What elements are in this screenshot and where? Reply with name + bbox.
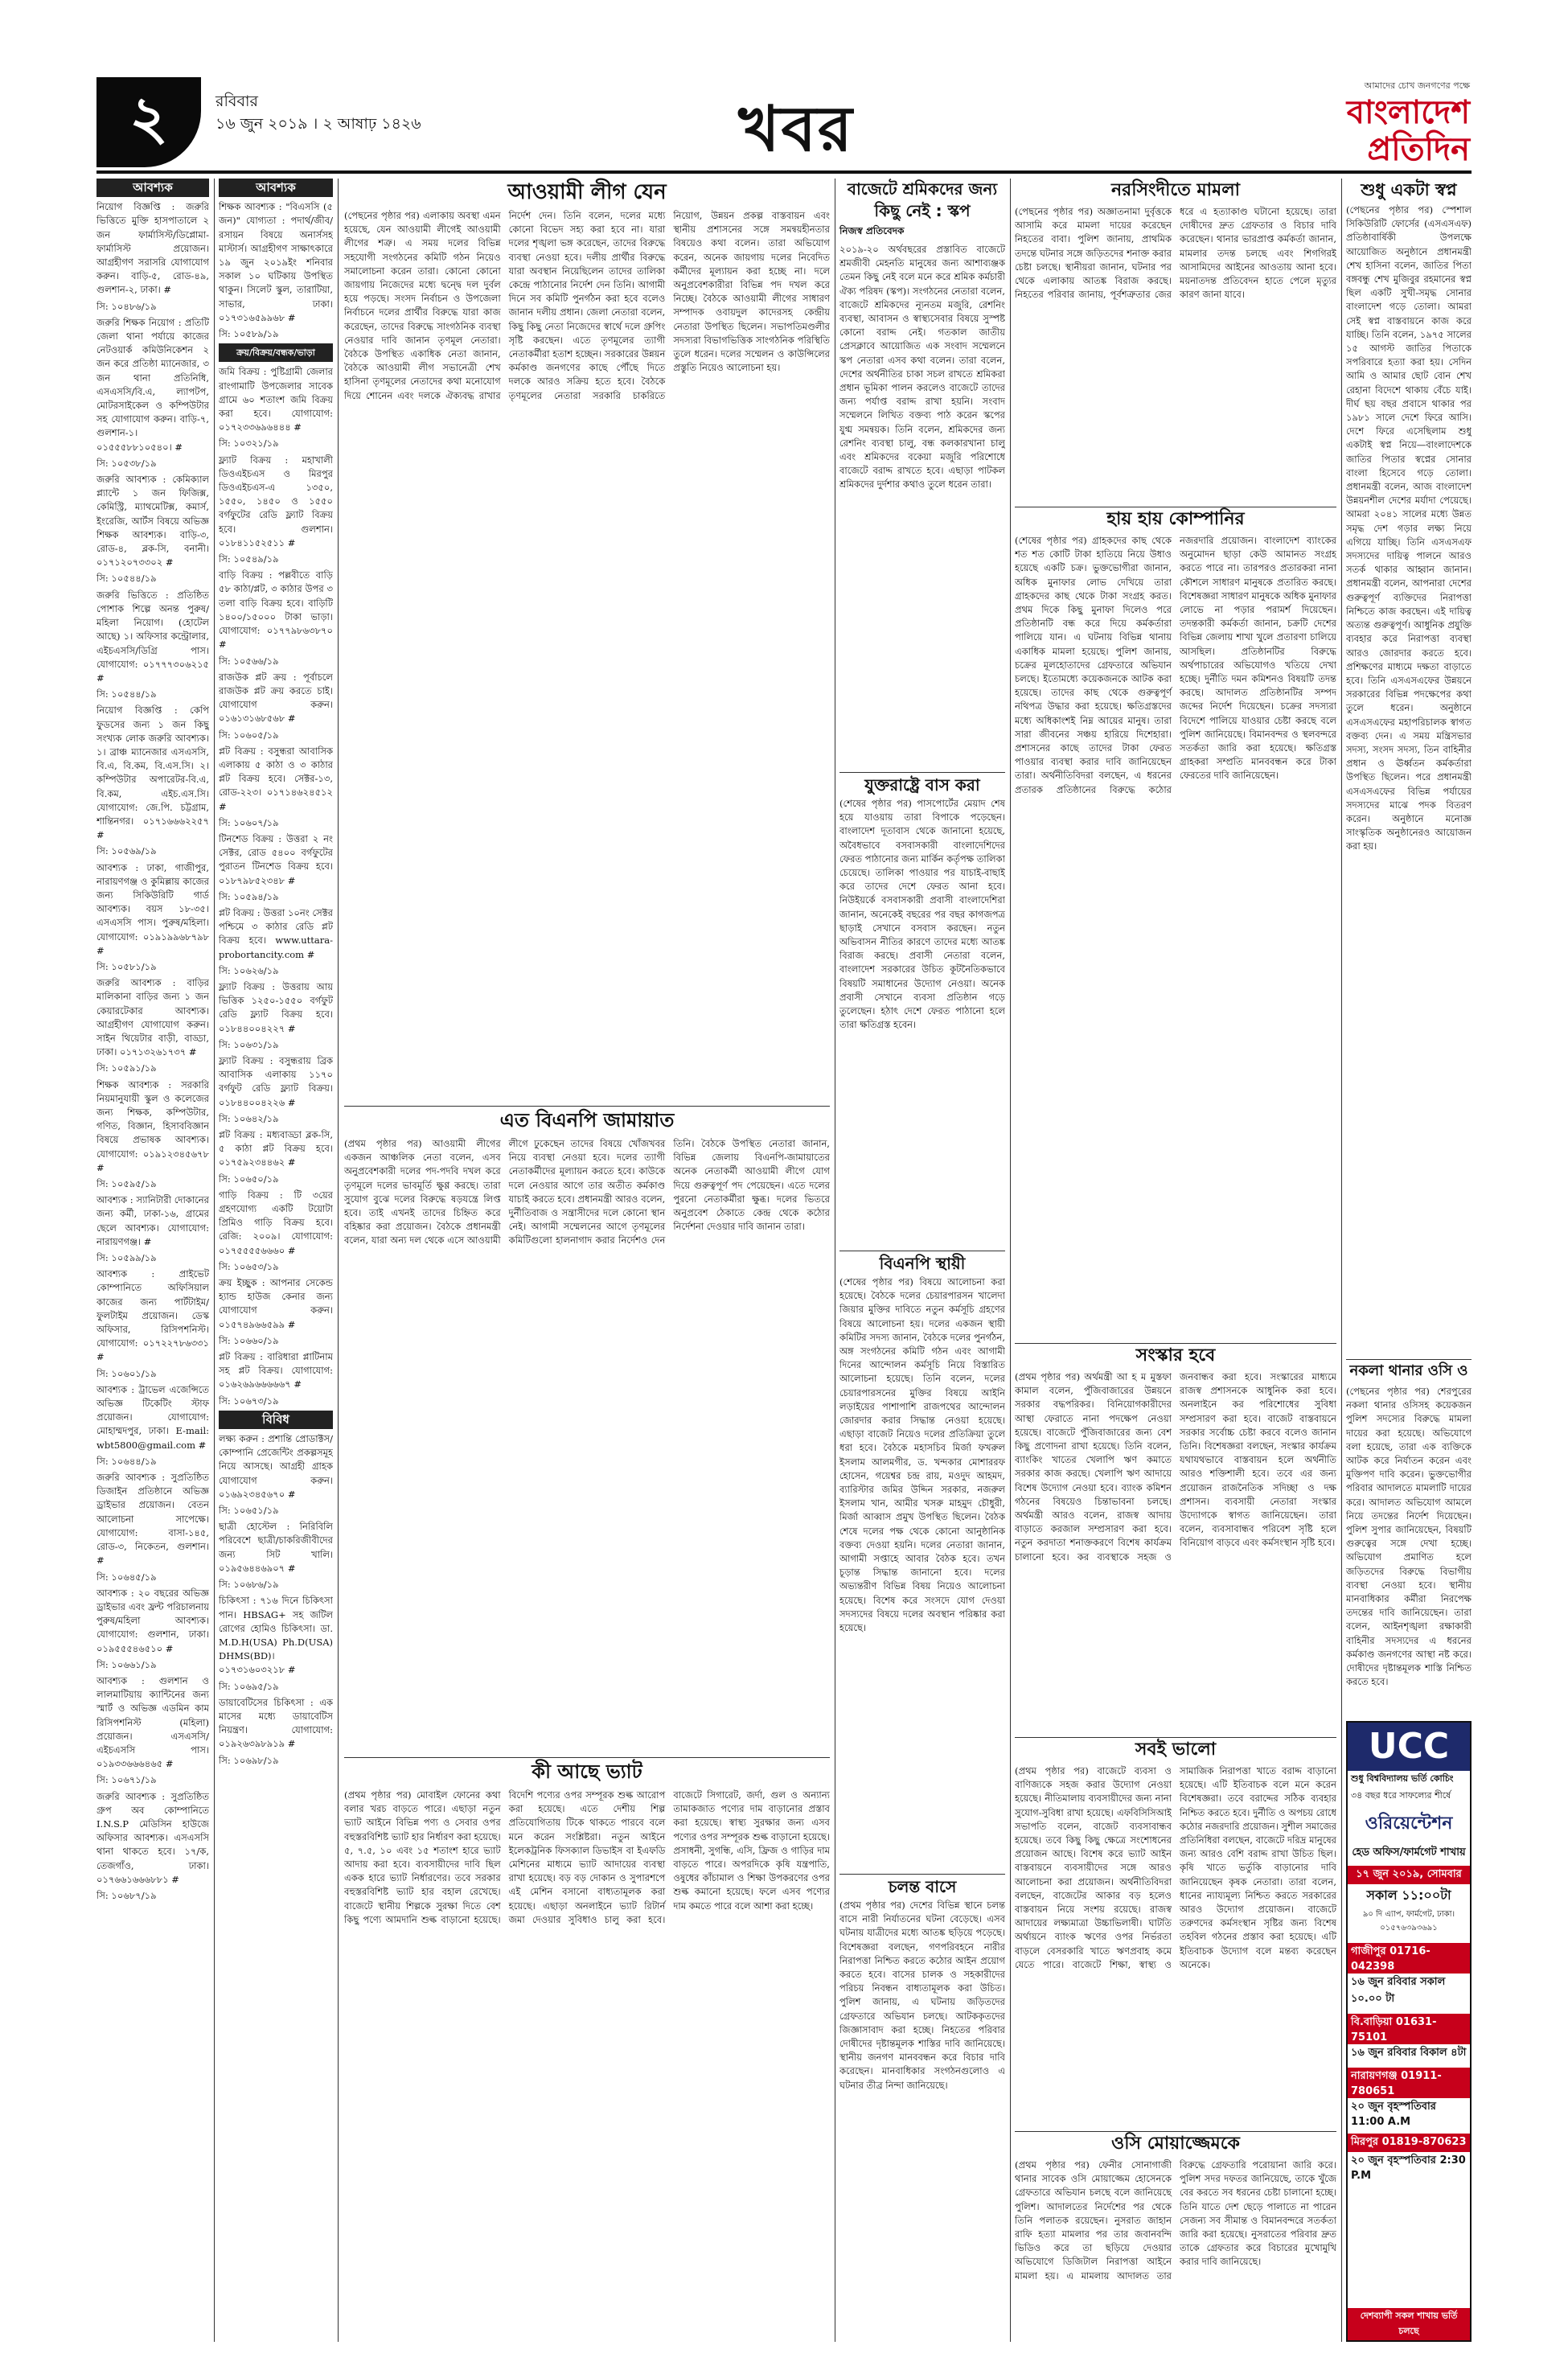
article-body: (পেছনের পৃষ্ঠার পর) এলাকায় অবস্থা এমন হয়েছে, যেন আওয়ামী লীগেই আওয়ামী লীগের শত্রু। এ সময় দলের বিভিন্ন সহযোগী সংগঠনের কমিটি গঠন নিয়েও সমালোচনা করেন তারা। কোনো কোনো জায়গায় নিজেদের মধ্যে দ্বন্দ্বে দল দুর্বল হয়ে পড়ছে। সংসদ নির্বাচন ও উপজেলা নির্বাচনে দলের প্রার্থীর বিরুদ্ধে যারা কাজ করেছেন, তাদের বিরুদ্ধে সাংগঠনিক ব্যবস্থা নেওয়ার দাবি জানান তৃণমূল নেতারা। বৈঠকে উপস্থিত একাধিক নেতা জানান, বৈঠকে আওয়ামী লীগ সভানেত্রী শেখ হাসিনা তৃণমূলের নেতাদের কথা মনোযোগ দিয়ে শোনেন এবং দলকে ঐক্যবদ্ধ রাখার নির্দেশ দেন। তিনি বলেন, দলের মধ্যে কোনো বিভেদ সহ্য করা হবে না। যারা দলের শৃঙ্খলা ভঙ্গ করেছেন, তাদের বিরুদ্ধে ব্যবস্থা নেওয়া হবে। দলীয় প্রার্থীর বিরুদ্ধে যারা অবস্থান নিয়েছিলেন তাদের তালিকা কেন্দ্রে পাঠানোর নির্দেশ দেন তিনি। আগামী দিনে সব কমিটি পুনর্গঠন করা হবে বলেও জানান দলীয় প্রধান। জেলা নেতারা বলেন, কিছু কিছু নেতা নিজেদের স্বার্থে দলে গ্রুপিং সৃষ্টি করছেন। এতে তৃণমূলের ত্যাগী নেতাকর্মীরা হতাশ হচ্ছেন। সরকারের উন্নয়ন কর্মকাণ্ড জনগণের কাছে পৌঁছে দিতে দলকে আরও সক্রিয় হতে হবে। বৈঠকে তৃণমূলের নেতারা সরকারি চাকরিতে নিয়োগ, উন্নয়ন প্রকল্প বাস্তবায়ন এবং স্থানীয় প্রশাসনের সঙ্গে সমন্বয়হীনতার বিষয়েও কথা বলেন। তারা অভিযোগ করেন, অনেক জায়গায় দলের নিবেদিত কর্মীদের মূল্যায়ন করা হচ্ছে না। দলে অনুপ্রবেশকারীরা বিভিন্ন পদ দখল করে নিচ্ছে। বৈঠকে আওয়ামী লীগের সাধারণ সম্পাদক ওবায়দুল কাদেরসহ কেন্দ্রীয় নেতারা উপস্থিত ছিলেন। সভাপতিমণ্ডলীর সদস্যরা বিভাগভিত্তিক সাংগঠনিক পরিস্থিতি তুলে ধরেন। দলের সম্মেলন ও কাউন্সিলের প্রস্তুতি নিয়েও আলোচনা হয়। (344, 210, 830, 401)
ucc-footer: দেশব্যাপী সকল শাখায় ভর্তি চলছে (1348, 2308, 1470, 2340)
article-body: (প্রথম পৃষ্ঠার পর) মোবাইল ফোনের কথা বলার খরচ বাড়তে পারে। এছাড়া নতুন ভ্যাট আইনে বিভিন্ন পণ্য ও সেবার ওপর বহুস্তরবিশিষ্ট ভ্যাট হার নির্ধারণ করা হয়েছে। ৫, ৭.৫, ১০ এবং ১৫ শতাংশ হারে ভ্যাট আদায় করা হবে। ব্যবসায়ীদের দাবি ছিল একক হারে ভ্যাট নির্ধারণের। তবে সরকার বহুস্তরবিশিষ্ট ভ্যাট হার বহাল রেখেছে। বাজেটে স্থানীয় শিল্পকে সুরক্ষা দিতে বেশ কিছু পণ্যে আমদানি শুল্ক বাড়ানো হয়েছে। বিদেশি পণ্যের ওপর সম্পূরক শুল্ক আরোপ করা হয়েছে। এতে দেশীয় শিল্প প্রতিযোগিতায় টিকে থাকতে পারবে বলে মনে করেন সংশ্লিষ্টরা। নতুন আইনে ইলেকট্রনিক ফিসক্যাল ডিভাইস বা ইএফডি মেশিনের মাধ্যমে ভ্যাট আদায়ের ব্যবস্থা রাখা হয়েছে। বড় বড় দোকান ও সুপারশপে এই মেশিন বসানো বাধ্যতামূলক করা হয়েছে। এছাড়া অনলাইনে ভ্যাট রিটার্ন জমা দেওয়ার সুবিধাও চালু করা হবে। বাজেটে সিগারেট, জর্দা, গুল ও অন্যান্য তামাকজাত পণ্যের দাম বাড়ানোর প্রস্তাব করা হয়েছে। স্বাস্থ্য সুরক্ষার জন্য এসব পণ্যের ওপর সম্পূরক শুল্ক বাড়ানো হয়েছে। প্রসাধনী, সুগন্ধি, এসি, ফ্রিজ ও গাড়ির দাম বাড়তে পারে। অপরদিকে কৃষি যন্ত্রপাতি, ওষুধের কাঁচামাল ও শিক্ষা উপকরণের ওপর শুল্ক কমানো হয়েছে। ফলে এসব পণ্যের দাম কমতে পারে বলে আশা করা হচ্ছে। (344, 1789, 830, 1925)
byline: নিজস্ব প্রতিবেদক (839, 225, 905, 236)
page-number-box (96, 77, 201, 167)
article-awami (344, 179, 830, 1102)
article-reform (1015, 1343, 1336, 1732)
classified-item: সি: ১০৫৯১/১৯ (96, 1062, 157, 1074)
classified-heading-sale: ক্রয়/বিক্রয়/বন্ধক/ভাড়া (219, 343, 333, 362)
article-body: (প্রথম পৃষ্ঠার পর) আওয়ামী লীগের একজন আঞ্চলিক নেতা বলেন, এসব অনুপ্রবেশকারী দলের পদ-পদবি দখল করে তৃণমূলে দলের ভাবমূর্তি ক্ষুণ্ণ করছে। তারা সুযোগ বুঝে দলের বিরুদ্ধে ষড়যন্ত্রে লিপ্ত হবে। তাই এখনই তাদের চিহ্নিত করে বহিষ্কার করা প্রয়োজন। বৈঠকে প্রধানমন্ত্রী বলেন, যারা অন্য দল থেকে এসে আওয়ামী লীগে ঢুকেছেন তাদের বিষয়ে খোঁজখবর নিয়ে ব্যবস্থা নেওয়া হবে। দলের ত্যাগী নেতাকর্মীদের মূল্যায়ন করতে হবে। কাউকে দলে নেওয়ার আগে তার অতীত কর্মকাণ্ড যাচাই করতে হবে। প্রধানমন্ত্রী আরও বলেন, দুর্নীতিবাজ ও সন্ত্রাসীদের দলে কোনো স্থান নেই। আগামী সম্মেলনের আগে তৃণমূলের কমিটিগুলো হালনাগাদ করার নির্দেশও দেন তিনি। বৈঠকে উপস্থিত নেতারা জানান, বিভিন্ন জেলায় বিএনপি-জামায়াতের অনেক নেতাকর্মী আওয়ামী লীগে যোগ দিয়ে গুরুত্বপূর্ণ পদ পেয়েছেন। এতে দলের পুরনো নেতাকর্মীরা ক্ষুব্ধ। দলের ভিতরে অনুপ্রবেশ ঠেকাতে কেন্দ্র থেকে কঠোর নির্দেশনা দেওয়ার দাবি জানান তারা। (344, 1138, 830, 1247)
column-divider (1341, 179, 1342, 2342)
classified-item: সি: ১০৫৬৬/১৯ (219, 655, 279, 667)
classified-item: সি: ১০৬৫৩/১৯ (219, 1260, 279, 1272)
classified-item: নিয়োগ বিজ্ঞপ্তি : কেপি ফুডসের জন্য ১ জন কিছু সংখ্যক লোক জরুরি আবশ্যক। ১। ব্রাঞ্চ ম্যানেজার এসএসসি, বি.এ, বি.কম, বি.এস.সি। ২। কম্পিউটার অপারেটর-বি.এ, বি.কম, এইচ.এস.সি। যোগাযোগ: জে.পি. চট্টগ্রাম, শান্তিনগর। ০১৭১৬৬৬২২৫৭ # (96, 704, 209, 841)
classified-item: চিকিৎসা : ৭১৬ দিনে চিকিৎসা পান। HBSAG+ সহ জটিল রোগের হোমিও চিকিৎসা। ডা. M.D.H(USA) Ph.D(USA) DHMS(BD)। ০১৭৩১৬০৩২১৮ # (219, 1595, 333, 1676)
classified-heading-misc: বিবিধ (219, 1411, 333, 1429)
classified-item: জমি বিক্রয় : পুষ্টিগ্রামী জেলার রাংগামাটি উপজেলার সাবেক গ্রামে ৬০ শতাংশ জমি বিক্রয় করা হবে। যোগাযোগ: ০১৭২৩৩৬৯৬৪৪৪ # (219, 366, 333, 433)
article-bus (839, 1874, 1005, 2333)
classified-item: সি: ১০৫৪৯/১৯ (219, 553, 279, 565)
article-title: বাজেটে শ্রমিকদের জন্য কিছু নেই : স্কপ (847, 179, 998, 220)
ucc-logo: UCC (1348, 1723, 1470, 1771)
article-title: বিএনপি স্থায়ী (879, 1254, 966, 1273)
classified-item: সি: ১০৬৮৬/১৯ (219, 1579, 279, 1591)
article-title: ওসি মোয়াজ্জেমকে (1111, 2134, 1240, 2154)
article-dream (1346, 179, 1472, 1370)
classified-item: রাজউক প্লট ক্রয় : পূর্বাচলে রাজউক প্লট ক্রয় করতে চাই। যোগাযোগ করুন। ০১৬১৩১৬৮৫৬৮ # (219, 671, 333, 725)
article-narsingdi (1015, 179, 1336, 503)
classified-item: জরুরি শিক্ষক নিয়োগ : প্রতিটি জেলা থানা পর্যায়ে কাজের নেটওয়ার্ক কমিউনিকেশন ২ জন করে প্রতিষ্ঠা ম্যানেজার, ৩ জন থানা প্রতিনিধি, এসএসসি/বি.এ, ল্যাপটপ, মোটরসাইকেল ও কম্পিউটার সহ যোগাযোগ করুন। বাড়ি-৭, গুলশান-১। ০১৫৫৫৮৮১০৫৪০। # (96, 316, 209, 453)
article-bnp-jamaat (344, 1106, 830, 1756)
ucc-date: ১৭ জুন ২০১৯, সোমবার (1348, 1866, 1470, 1884)
classified-item: সি: ১০৫৬৯/১৯ (96, 845, 157, 857)
classified-item: সি: ১০৬০১/১৯ (96, 1367, 157, 1379)
classified-item: সি: ১০৬৫০/১৯ (219, 1173, 279, 1185)
classified-item: জরুরি আবশ্যক : বাড়ির মালিকানা বাড়ির জন্য ১ জন কেয়ারটেকার আবশ্যক। আগ্রহীগণ যোগাযোগ করুন। সাইন থিয়েটার বাড়ী, বাড্ডা, ঢাকা। ০১৭১৩২৬১৭৩৭ # (96, 977, 209, 1058)
ucc-branch: গাজীপুর 01716-042398 (1348, 1943, 1470, 1974)
classified-item: নিয়োগ বিজ্ঞপ্তি : জরুরি ভিত্তিতে মুক্তি হাসপাতালে ২ জন ফার্মাসিস্ট/ডিপ্লোমা-ফার্মাসিস্ট প্রয়োজন। আগ্রহীগণ সরাসরি যোগাযোগ করুন। বাড়ি-৫, রোড-৪৯, গুলশান-২, ঢাকা। # (96, 201, 209, 296)
classified-list (96, 200, 209, 1903)
article-body: (প্রথম পৃষ্ঠার পর) অর্থমন্ত্রী আ হ ম মুস্তফা কামাল বলেন, পুঁজিবাজারের উন্নয়নে সরকার বদ্ধপরিকর। বিনিয়োগকারীদের আস্থা ফেরাতে নানা পদক্ষেপ নেওয়া হয়েছে। বাজেটে পুঁজিবাজারের জন্য বেশ কিছু প্রণোদনা রাখা হয়েছে। তিনি বলেন, ব্যাংকিং খাতের খেলাপি ঋণ কমাতে সরকার কাজ করছে। খেলাপি ঋণ আদায়ে বিশেষ উদ্যোগ নেওয়া হবে। ব্যাংক কমিশন গঠনের বিষয়েও চিন্তাভাবনা চলছে। অর্থমন্ত্রী আরও বলেন, রাজস্ব আদায় বাড়াতে করজাল সম্প্রসারণ করা হবে। নতুন করদাতা শনাক্তকরণে বিশেষ কার্যক্রম চালানো হবে। কর ব্যবস্থাকে সহজ ও জনবান্ধব করা হবে। সংস্কারের মাধ্যমে রাজস্ব প্রশাসনকে আধুনিক করা হবে। অনলাইনে কর পরিশোধের সুবিধা সম্প্রসারণ করা হবে। বাজেট বাস্তবায়নে সরকার সর্বোচ্চ চেষ্টা করবে বলেও জানান তিনি। বিশেষজ্ঞরা বলছেন, সংস্কার কার্যক্রম যথাযথভাবে বাস্তবায়ন হলে অর্থনীতি আরও শক্তিশালী হবে। তবে এর জন্য প্রয়োজন রাজনৈতিক সদিচ্ছা ও দক্ষ প্রশাসন। ব্যবসায়ী নেতারা সংস্কার উদ্যোগকে স্বাগত জানিয়েছেন। তারা বলেন, ব্যবসাবান্ধব পরিবেশ সৃষ্টি হলে বিনিয়োগ বাড়বে এবং কর্মসংস্থান সৃষ্টি হবে। (1015, 1371, 1336, 1563)
classified-item: সি: ১০৩২১/১৯ (219, 437, 279, 450)
page-number: ২ (129, 83, 169, 153)
classified-item: সি: ১০৬৭১/১৯ (96, 1774, 157, 1786)
ucc-advertisement[interactable] (1346, 1721, 1472, 2342)
article-body: (পেছনের পৃষ্ঠার পর) অজ্ঞাতনামা দুর্বৃত্তকে আসামি করে মামলা দায়ের করেছেন নিহতের বাবা। পুলিশ জানায়, প্রাথমিক তদন্তে ঘটনার সঙ্গে জড়িতদের শনাক্ত করার চেষ্টা চলছে। স্থানীয়রা জানান, ঘটনার পর থেকে এলাকায় আতঙ্ক বিরাজ করছে। নিহতের পরিবার জানায়, পূর্বশত্রুতার জের ধরে এ হত্যাকাণ্ড ঘটানো হয়েছে। তারা দোষীদের দ্রুত গ্রেফতার ও বিচার দাবি করেছেন। থানার ভারপ্রাপ্ত কর্মকর্তা জানান, মামলার তদন্ত চলছে এবং শিগগিরই আসামিদের আইনের আওতায় আনা হবে। ময়নাতদন্ত প্রতিবেদন হাতে পেলে মৃত্যুর কারণ জানা যাবে। (1015, 206, 1336, 301)
classified-item: সি: ১০৫৯৪/১৯ (219, 890, 279, 902)
classified-heading-needed: আবশ্যক (219, 179, 333, 197)
classified-item: আবশ্যক : ট্রাভেল এজেন্সিতে অভিজ্ঞ টিকেটিং স্টাফ প্রয়োজন। যোগাযোগ: মোহাম্মদপুর, ঢাকা। E-mail: wbt5800@gmail.com # (96, 1383, 209, 1451)
classified-item: সি: ১০৫৪৪/১৯ (96, 573, 157, 585)
article-title: সবই ভালো (1135, 1739, 1217, 1760)
ucc-branch-list (1348, 1943, 1470, 2183)
header-rule (96, 170, 1472, 174)
classified-item: আবশ্যক : স্যানিটারী দোকানের জন্য কর্মী, ঢাকা-১৬, গ্রামের ছেলে আবশ্যক। যোগাযোগ: নারায়ণগঞ্জ। # (96, 1194, 209, 1247)
article-title: নরসিংদীতে মামলা (1111, 180, 1240, 200)
ucc-branch: মিরপুর 01819-870623 (1348, 2134, 1470, 2152)
article-title: যুক্তরাষ্ট্রে বাস করা (864, 775, 980, 795)
article-body: (প্রথম পৃষ্ঠার পর) দেশের বিভিন্ন স্থানে চলন্ত বাসে নারী নির্যাতনের ঘটনা বেড়েছে। এসব ঘটনায় যাত্রীদের মধ্যে আতঙ্ক ছড়িয়ে পড়েছে। বিশেষজ্ঞরা বলছেন, গণপরিবহনে নারীর নিরাপত্তা নিশ্চিত করতে কঠোর আইন প্রয়োগ করতে হবে। বাসের চালক ও সহকারীদের পরিচয় নিবন্ধন বাধ্যতামূলক করা উচিত। পুলিশ জানায়, এ ঘটনায় জড়িতদের গ্রেফতারে অভিযান চলছে। আটককৃতদের জিজ্ঞাসাবাদ করা হচ্ছে। নিহতের পরিবার দোষীদের দৃষ্টান্তমূলক শাস্তির দাবি জানিয়েছে। স্থানীয় জনগণ মানববন্ধন করে বিচার দাবি করেছেন। মানবাধিকার সংগঠনগুলোও এ ঘটনার তীব্র নিন্দা জানিয়েছে। (839, 1900, 1005, 2091)
classified-item: প্লট বিক্রয় : মধ্যবাড্ডা ব্লক-সি, ৫ কাঠা প্লট বিক্রয় হবে। ০১৭৫৯২৩৪৪৬২ # (219, 1129, 333, 1169)
classified-item: সি: ১০৫৪৪/১৯ (96, 688, 157, 700)
article-vat (344, 1757, 830, 2339)
classified-column-1 (96, 179, 209, 2342)
classified-item: সি: ১০৬৬১/১৯ (96, 1658, 157, 1670)
classified-item: সি: ১০৬৭৩/১৯ (219, 1394, 279, 1407)
article-title: কী আছে ভ্যাট (532, 1760, 642, 1783)
classified-item: টিনশেড বিক্রয় : উত্তরা ২ নং সেক্টর, রোড ৫৪০০ বর্গফুটের পুরাতন টিনশেড বিক্রয় হবে। ০১৮৭৯৮৫২৩৪৮ # (219, 832, 333, 886)
classified-item: সি: ১০৬২৬/১৯ (219, 964, 279, 976)
masthead-name: বাংলাদেশ প্রতিদিন (1346, 94, 1470, 168)
section-title: খবর (738, 93, 854, 166)
classified-item: আবশ্যক : ২০ বছরের অভিজ্ঞ ড্রাইভার এবং ফ্রন্ট পরিচালনায় পুরুষ/মহিলা আবশ্যক। যোগাযোগ: গুলশান, ঢাকা। ০১৯৫৫৫৪৬৫১০ # (96, 1587, 209, 1654)
article-budget-worker (839, 179, 1005, 758)
classified-item: জরুরি আবশ্যক : সুপ্রতিষ্ঠিত গ্রুপ অব কোম্পানিতে I.N.S.P মেডিসিন হাউজে অফিসার আবশ্যক। এসএসসি থানা থাকতে হবে। ১৭/ক, তেজগাঁও, ঢাকা। ০১৭৬৬১৬৬৬৮৮১ # (96, 1790, 209, 1885)
article-body: (শেষের পৃষ্ঠার পর) পাসপোর্টের মেয়াদ শেষ হয়ে যাওয়ায় তারা বিপাকে পড়েছেন। বাংলাদেশ দূতাবাস থেকে জানানো হয়েছে, অবৈধভাবে বসবাসকারী বাংলাদেশিদের ফেরত পাঠানোর জন্য মার্কিন কর্তৃপক্ষ তালিকা চেয়েছে। তালিকা পাওয়ার পর যাচাই-বাছাই করে তাদের দেশে ফেরত আনা হবে। নিউইয়র্কে বসবাসকারী প্রবাসী বাংলাদেশিরা জানান, অনেকেই বছরের পর বছর কাগজপত্র ছাড়াই সেখানে বসবাস করছেন। নতুন অভিবাসন নীতির কারণে তাদের মধ্যে আতঙ্ক বিরাজ করছে। প্রবাসী নেতারা বলেন, বাংলাদেশ সরকারের উচিত কূটনৈতিকভাবে বিষয়টি সমাধানের উদ্যোগ নেওয়া। অনেক প্রবাসী সেখানে ব্যবসা প্রতিষ্ঠান গড়ে তুলেছেন। হঠাৎ দেশে ফেরত পাঠানো হলে তারা ক্ষতিগ্রস্ত হবেন। (839, 798, 1005, 1031)
ucc-time: সকাল ১১:০০টা (1366, 1887, 1451, 1903)
classified-item: সি: ১০৫৯৫/১৯ (96, 1178, 157, 1190)
classified-item: জরুরি আবশ্যক : সুপ্রতিষ্ঠিত ডিজাইন প্রতিষ্ঠানে অভিজ্ঞ ড্রাইভার প্রয়োজন। বেতন আলোচনা সাপেক্ষে। যোগাযোগ: বাসা-১৪৫, রোড-৩, নিকেতন, গুলশান। # (96, 1472, 209, 1567)
classified-item: সি: ১০৫৮৯/১৯ (219, 328, 279, 340)
ucc-branch-schedule: ২০ জুন বৃহস্পতিবার 11:00 A.M (1351, 2101, 1436, 2128)
classified-item: প্লট বিক্রয় : উত্তরা ১০নং সেক্টর পশ্চিমে ৩ কাঠার রেডি প্লট বিক্রয় হবে। www.uttara-probortancity.com # (219, 906, 333, 960)
ucc-branch-schedule: ১৬ জুন রবিবার সকাল ১০.০০ টা (1351, 1976, 1446, 2005)
classified-item: বাড়ি বিক্রয় : পল্লবীতে বাড়ি ৫৮ কাঠা/প্লট, ৩ কাঠার উপর ৩ তলা বাড়ি বিক্রয় হবে। বাড়িটি ১৪০০/১৫০০০ টাকা ভাড়া। যোগাযোগ: ০১৭৭৯৮৬৩৮৭০ # (219, 569, 333, 651)
classified-item: প্লট বিক্রয় : বসুন্ধরা আবাসিক এলাকায় ৫ কাঠা ও ৩ কাঠার প্লট বিক্রয় হবে। সেক্টর-১৩, রোড-২২৩। ০১৭১৪৬২৪৫১২ # (219, 745, 333, 812)
classified-item: ফ্ল্যাট বিক্রয় : উত্তরায় আয় ভিত্তিক ১২৫০-১৫৫০ বর্গফুট রেডি ফ্ল্যাট বিক্রয় হবে। ০১৮৪৪০০৪২২৭ # (219, 980, 333, 1034)
classified-item: ফ্ল্যাট বিক্রয় : মহাখালী ডিওএইচএস ও মিরপুর ডিওএইচএস-এ ১৩৫০, ১৫৫০, ১৪৫০ ও ১৫৫০ বর্গফুটের রেডি ফ্ল্যাট বিক্রয় হবে। গুলশান। ০১৮৪১১৫২৫১১ # (219, 454, 333, 548)
article-body: (পেছনের পৃষ্ঠার পর) স্পেশাল সিকিউরিটি ফোর্সের (এসএসএফ) প্রতিষ্ঠাবার্ষিকী উপলক্ষে আয়োজিত অনুষ্ঠানে প্রধানমন্ত্রী শেখ হাসিনা বলেন, জাতির পিতা বঙ্গবন্ধু শেখ মুজিবুর রহমানের স্বপ্ন ছিল একটি সুখী-সমৃদ্ধ সোনার বাংলাদেশ গড়ে তোলা। আমরা সেই স্বপ্ন বাস্তবায়নে কাজ করে যাচ্ছি। তিনি বলেন, ১৯৭৫ সালের ১৫ আগস্ট জাতির পিতাকে সপরিবারে হত্যা করা হয়। সেদিন আমি ও আমার ছোট বোন শেখ রেহানা বিদেশে থাকায় বেঁচে যাই। দীর্ঘ ছয় বছর প্রবাসে থাকার পর ১৯৮১ সালে দেশে ফিরে আসি। দেশে ফিরে এসেছিলাম শুধু একটাই স্বপ্ন নিয়ে—বাংলাদেশকে জাতির পিতার স্বপ্নের সোনার বাংলা হিসেবে গড়ে তোলা। প্রধানমন্ত্রী বলেন, আজ বাংলাদেশ উন্নয়নশীল দেশের মর্যাদা পেয়েছে। আমরা ২০৪১ সালের মধ্যে উন্নত সমৃদ্ধ দেশ গড়ার লক্ষ্য নিয়ে এগিয়ে যাচ্ছি। তিনি এসএসএফ সদস্যদের দায়িত্ব পালনে আরও সতর্ক থাকার আহ্বান জানান। প্রধানমন্ত্রী বলেন, আপনারা দেশের গুরুত্বপূর্ণ ব্যক্তিদের নিরাপত্তা নিশ্চিতে কাজ করছেন। এই দায়িত্ব অত্যন্ত গুরুত্বপূর্ণ। আধুনিক প্রযুক্তি ব্যবহার করে নিরাপত্তা ব্যবস্থা আরও জোরদার করতে হবে। প্রশিক্ষণের মাধ্যমে দক্ষতা বাড়াতে হবে। তিনি এসএসএফের উন্নয়নে সরকারের বিভিন্ন পদক্ষেপের কথা তুলে ধরেন। অনুষ্ঠানে এসএসএফের মহাপরিচালক স্বাগত বক্তব্য দেন। এ সময় মন্ত্রিসভার সদস্য, সংসদ সদস্য, তিন বাহিনীর প্রধান ও ঊর্ধ্বতন কর্মকর্তারা উপস্থিত ছিলেন। পরে প্রধানমন্ত্রী এসএসএফের বিভিন্ন পর্যায়ের সদস্যদের মাঝে পদক বিতরণ করেন। অনুষ্ঠানে মনোজ্ঞ সাংস্কৃতিক অনুষ্ঠানেরও আয়োজন করা হয়। (1346, 204, 1472, 852)
classified-item: সি: ১০৬০৭/১৯ (219, 816, 279, 828)
column-divider (338, 179, 339, 2342)
ucc-tag: শুধু বিশ্ববিদ্যালয় ভর্তি কোচিং (1351, 1773, 1454, 1784)
ucc-branch: বি.বাড়িয়া 01631-75101 (1348, 2014, 1470, 2044)
classified-item: সি: ১০৬০৫/১৯ (219, 729, 279, 741)
classified-item: সি: ১০৫৮১/১৯ (96, 960, 157, 972)
classified-item: সি: ১০৬৫১/১৯ (219, 1505, 279, 1517)
article-us-residence (839, 772, 1005, 1247)
article-nokla-oc (1346, 1359, 1472, 1707)
masthead-tagline: আমাদের চোখ জনগণের পক্ষে (1364, 80, 1470, 91)
article-body: (প্রথম পৃষ্ঠার পর) বাজেটে ব্যবসা ও বাণিজ্যকে সহজ করার উদ্যোগ নেওয়া হয়েছে। নীতিমালায় ব্যবসায়ীদের জন্য নানা সুযোগ-সুবিধা রাখা হয়েছে। এফবিসিসিআই সভাপতি বলেন, বাজেট ব্যবসাবান্ধব হয়েছে। তবে কিছু কিছু ক্ষেত্রে সংশোধনের প্রয়োজন আছে। বিশেষ করে ভ্যাট আইন বাস্তবায়নে ব্যবসায়ীদের সঙ্গে আরও আলোচনা করা প্রয়োজন। অর্থনীতিবিদরা বলছেন, বাজেটের আকার বড় হলেও বাস্তবায়ন নিয়ে সংশয় রয়েছে। রাজস্ব আদায়ের লক্ষ্যমাত্রা উচ্চাভিলাষী। ঘাটতি অর্থায়নে ব্যাংক ঋণের ওপর নির্ভরতা বাড়লে বেসরকারি খাতে ঋণপ্রবাহ কমে যেতে পারে। বাজেটে শিক্ষা, স্বাস্থ্য ও সামাজিক নিরাপত্তা খাতে বরাদ্দ বাড়ানো হয়েছে। এটি ইতিবাচক বলে মনে করেন বিশেষজ্ঞরা। তবে বরাদ্দের সঠিক ব্যবহার নিশ্চিত করতে হবে। দুর্নীতি ও অপচয় রোধে কঠোর নজরদারি প্রয়োজন। সুশীল সমাজের প্রতিনিধিরা বলছেন, বাজেটে দরিদ্র মানুষের জন্য আরও বেশি বরাদ্দ রাখা উচিত ছিল। কৃষি খাতে ভর্তুকি বাড়ানোর দাবি জানিয়েছেন কৃষক নেতারা। তারা বলেন, ধানের ন্যায্যমূল্য নিশ্চিত করতে সরকারের আরও উদ্যোগ প্রয়োজন। বাজেটে তরুণদের কর্মসংস্থান সৃষ্টির জন্য বিশেষ তহবিল গঠনের প্রস্তাব করা হয়েছে। এটি ইতিবাচক উদ্যোগ বলে মন্তব্য করেছেন অনেকে। (1015, 1765, 1336, 1970)
column-divider (1010, 179, 1011, 2342)
classified-item: সি: ১০৫৩৮/১৯ (96, 457, 157, 469)
classified-list (219, 1432, 333, 1768)
classified-item: আবশ্যক : প্রাইভেট কোম্পানিতে অফিসিয়াল কাজের জন্য পার্টটাইম/ফুলটাইম প্রয়োজন। ডেস্ক অফিসার, রিসিপশনিস্ট। যোগাযোগ: ০১৭২২৭৮৬৩৩১ # (96, 1268, 209, 1363)
article-title: চলন্ত বাসে (888, 1877, 957, 1896)
classified-item: ফ্ল্যাট বিক্রয় : বসুন্ধরায় ব্রিক আবাসিক এলাকায় ১১৭০ বর্গফুট রেডি ফ্ল্যাট বিক্রয়। ০১৮৪৪০০৪২২৬ # (219, 1054, 333, 1108)
ucc-years: ৩৪ বছর ধরে সাফল্যের শীর্ষে (1351, 1790, 1451, 1801)
article-title: সংস্কার হবে (1135, 1345, 1216, 1366)
classified-item: সি: ১০৪৮৬/১৯ (96, 300, 157, 312)
article-body: (পেছনের পৃষ্ঠার পর) শেরপুরের নকলা থানার ওসিসহ কয়েকজন পুলিশ সদস্যের বিরুদ্ধে মামলা দায়ের করা হয়েছে। অভিযোগে বলা হয়েছে, তারা এক ব্যক্তিকে আটক করে নির্যাতন করেন এবং মুক্তিপণ দাবি করেন। ভুক্তভোগীর পরিবার আদালতে মামলাটি দায়ের করে। আদালত অভিযোগ আমলে নিয়ে তদন্তের নির্দেশ দিয়েছেন। পুলিশ সুপার জানিয়েছেন, বিষয়টি গুরুত্বের সঙ্গে দেখা হচ্ছে। অভিযোগ প্রমাণিত হলে জড়িতদের বিরুদ্ধে বিভাগীয় ব্যবস্থা নেওয়া হবে। স্থানীয় মানবাধিকার কর্মীরা নিরপেক্ষ তদন্তের দাবি জানিয়েছেন। তারা বলেন, আইনশৃঙ্খলা রক্ষাকারী বাহিনীর সদস্যদের এ ধরনের কর্মকাণ্ড জনগণের আস্থা নষ্ট করে। দোষীদের দৃষ্টান্তমূলক শাস্তি নিশ্চিত করতে হবে। (1346, 1386, 1472, 1688)
classified-list (219, 200, 333, 341)
day-label: রবিবার (215, 92, 258, 110)
ucc-subline: হেড অফিস/ফার্মগেট শাখায় (1352, 1846, 1466, 1859)
ucc-branch-schedule: ২০ জুন বৃহস্পতিবার 2:30 P.M (1351, 2154, 1466, 2182)
column-divider (214, 179, 215, 2342)
article-all-good (1015, 1737, 1336, 2126)
ucc-address: ৯০ দি এ্যাপ, ফার্মগেট, ঢাকা। ০১৫৭৬৩৯৩৬৯১ (1362, 1910, 1455, 1932)
classified-item: সি: ১০৬৯৮/১৯ (219, 1754, 279, 1766)
classified-item: শিক্ষক আবশ্যক : সরকারি নিয়মানুযায়ী স্কুল ও কলেজের জন্য শিক্ষক, কম্পিউটার, গণিত, বিজ্ঞান, হিসাববিজ্ঞান বিষয়ে প্রভাষক আবশ্যক। যোগাযোগ: ০১৯১২৩৪৫৬৭৮ # (96, 1078, 209, 1173)
classified-item: সি: ১০৫৯৯/১৯ (96, 1252, 157, 1264)
classified-item: ছাত্রী হোস্টেল : নিরিবিলি পরিবেশে ছাত্রী/চাকরিজীবীদের জন্য সিট খালি। ০১৯৫৬৪৪৬৯০৭ # (219, 1521, 333, 1574)
masthead (1277, 79, 1470, 168)
article-title: এত বিএনপি জামায়াত (499, 1109, 675, 1132)
classified-item: লক্ষ্য করুন : প্রশান্তি প্রোডাক্টস/কোম্পানি প্রেজেন্টিং প্রকল্পসমূহ নিয়ে আসছে। আগ্রহী গ্রাহক যোগাযোগ করুন। ০১৬৯২৩৪৫৬৭০ # (219, 1433, 333, 1500)
article-body: (প্রথম পৃষ্ঠার পর) ফেনীর সোনাগাজী থানার সাবেক ওসি মোয়াজ্জেম হোসেনকে গ্রেফতারে অভিযান চলছে বলে জানিয়েছে পুলিশ। আদালতের নির্দেশের পর থেকে তিনি পলাতক রয়েছেন। নুসরাত জাহান রাফি হত্যা মামলার পর তার জবানবন্দি ভিডিও করে তা ছড়িয়ে দেওয়ার অভিযোগে ডিজিটাল নিরাপত্তা আইনে মামলা হয়। এ মামলায় আদালত তার বিরুদ্ধে গ্রেফতারি পরোয়ানা জারি করে। পুলিশ সদর দফতর জানিয়েছে, তাকে খুঁজে বের করতে সব ধরনের চেষ্টা চালানো হচ্ছে। তিনি যাতে দেশ ছেড়ে পালাতে না পারেন সেজন্য সব সীমান্ত ও বিমানবন্দরে সতর্কতা জারি করা হয়েছে। নুসরাতের পরিবার দ্রুত তাকে গ্রেফতার করে বিচারের মুখোমুখি করার দাবি জানিয়েছে। (1015, 2159, 1336, 2282)
classified-column-2 (219, 179, 333, 2342)
ucc-branch-schedule: ১৬ জুন রবিবার বিকাল ৪টা (1351, 2047, 1467, 2059)
classified-item: সি: ১০৬৮৭/১৯ (96, 1889, 157, 1901)
date-block (215, 90, 553, 135)
article-body: (শেষের পৃষ্ঠার পর) গ্রাহকদের কাছ থেকে শত শত কোটি টাকা হাতিয়ে নিয়ে উধাও হয়েছে একটি চক্র। ভুক্তভোগীরা জানান, অধিক মুনাফার লোভ দেখিয়ে তারা গ্রাহকদের কাছ থেকে টাকা সংগ্রহ করত। প্রথম দিকে কিছু মুনাফা দিলেও পরে প্রতিষ্ঠানটি বন্ধ করে দিয়ে কর্মকর্তারা পালিয়ে যান। এ ঘটনায় বিভিন্ন থানায় একাধিক মামলা হয়েছে। পুলিশ জানায়, চক্রের মূলহোতাদের গ্রেফতারে অভিযান চলছে। ইতোমধ্যে কয়েকজনকে আটক করা হয়েছে। তাদের কাছ থেকে গুরুত্বপূর্ণ নথিপত্র উদ্ধার করা হয়েছে। ক্ষতিগ্রস্তদের মধ্যে অধিকাংশই নিম্ন আয়ের মানুষ। তারা সারা জীবনের সঞ্চয় হারিয়ে দিশেহারা। প্রশাসনের কাছে তাদের টাকা ফেরত পাওয়ার ব্যবস্থা করার দাবি জানিয়েছেন তারা। অর্থনীতিবিদরা বলছেন, এ ধরনের প্রতারক প্রতিষ্ঠানের বিরুদ্ধে কঠোর নজরদারি প্রয়োজন। বাংলাদেশ ব্যাংকের অনুমোদন ছাড়া কেউ আমানত সংগ্রহ করতে পারে না। তারপরও প্রতারকরা নানা কৌশলে সাধারণ মানুষকে প্রতারিত করছে। বিশেষজ্ঞরা সাধারণ মানুষকে অধিক মুনাফার লোভে না পড়ার পরামর্শ দিয়েছেন। তদন্তকারী কর্মকর্তা জানান, চক্রটি দেশের বিভিন্ন জেলায় শাখা খুলে প্রতারণা চালিয়ে আসছিল। প্রতিষ্ঠানটির বিরুদ্ধে অর্থপাচারের অভিযোগও খতিয়ে দেখা হচ্ছে। দুর্নীতি দমন কমিশনও বিষয়টি তদন্ত করছে। আদালত প্রতিষ্ঠানটির সম্পদ জব্দের নির্দেশ দিয়েছেন। চক্রের সদস্যরা বিদেশে পালিয়ে যাওয়ার চেষ্টা করছে বলে পুলিশ জানিয়েছে। বিমানবন্দর ও স্থলবন্দরে সতর্কতা জারি করা হয়েছে। ক্ষতিগ্রস্ত গ্রাহকরা সম্প্রতি মানববন্ধন করে টাকা ফেরতের দাবি জানিয়েছেন। (1015, 535, 1336, 795)
article-body: ২০১৯-২০ অর্থবছরের প্রস্তাবিত বাজেটে শ্রমজীবী মেহনতি মানুষের জন্য আশাব্যঞ্জক তেমন কিছু নেই বলে মনে করে শ্রমিক কর্মচারী ঐক্য পরিষদ (স্কপ)। সংগঠনের নেতারা বলেন, বাজেটে শ্রমিকদের ন্যূনতম মজুরি, রেশনিং ব্যবস্থা, আবাসন ও স্বাস্থ্যসেবার বিষয়ে সুস্পষ্ট কোনো বরাদ্দ নেই। গতকাল জাতীয় প্রেসক্লাবে আয়োজিত এক সংবাদ সম্মেলনে স্কপ নেতারা এসব কথা বলেন। তারা বলেন, দেশের অর্থনীতির চাকা সচল রাখতে শ্রমিকরা প্রধান ভূমিকা পালন করলেও বাজেটে তাদের জন্য পর্যাপ্ত বরাদ্দ রাখা হয়নি। সংবাদ সম্মেলনে লিখিত বক্তব্য পাঠ করেন স্কপের যুগ্ম সমন্বয়ক। তিনি বলেন, শ্রমিকদের জন্য রেশনিং ব্যবস্থা চালু, বন্ধ কলকারখানা চালু এবং শ্রমিকদের বকেয়া মজুরি পরিশোধে বাজেটে বরাদ্দ রাখতে হবে। এছাড়া পাটকল শ্রমিকদের দুর্দশার কথাও তুলে ধরেন তারা। (839, 244, 1005, 491)
article-company (1015, 507, 1336, 1338)
article-oc-mozammel (1015, 2131, 1336, 2337)
classified-heading: আবশ্যক (96, 179, 209, 197)
classified-item: সি: ১০৬৩১/১৯ (219, 1038, 279, 1050)
classified-item: ডায়াবেটিসের চিকিৎসা : এক মাসের মধ্যে ডায়াবেটিস নিয়ন্ত্রণ। যোগাযোগ: ০১৯২৬৩৯৮৯১৯ # (219, 1696, 333, 1750)
article-title: আওয়ামী লীগ যেন (507, 180, 667, 204)
article-title: হায় হায় কোম্পানির (1106, 509, 1245, 529)
ucc-headline: ওরিয়েন্টেশন (1365, 1813, 1453, 1834)
classified-item: জরুরি আবশ্যক : কেমিক্যাল প্ল্যান্টে ১ জন ফিজিক্স, কেমিস্ট্রি, ম্যাথমেটিক্স, কমার্স, ইংরেজি, আর্টস বিষয়ে অভিজ্ঞ শিক্ষক আবশ্যক। বাড়ি-৩, রোড-৪, ব্লক-সি, বনানী। ০১৭১২০৭৩৩০২ # (96, 474, 209, 569)
classified-item: সি: ১০৬৯৫/১৯ (219, 1680, 279, 1692)
classified-item: আবশ্যক : গুলশান ও লালমাটিয়ায় ক্যান্টিনের জন্য স্মার্ট ও অভিজ্ঞ এডমিন কাম রিসিপশনিস্ট (মহিলা) প্রয়োজন। এসএসসি/এইচএসসি পাস। ০১৯৩৩৬৬৬৪৬৫ # (96, 1674, 209, 1770)
classified-item: সি: ১০৬৪৫/১৯ (96, 1571, 157, 1583)
classified-item: প্লট বিক্রয় : বারিধারা প্লাটিনাম সহ প্লট বিক্রয়। যোগাযোগ: ০১৬২৬৯৬৬৬৬৬৭ # (219, 1351, 333, 1390)
classified-item: জরুরি ভিত্তিতে : প্রতিষ্ঠিত পোশাক শিল্পে অনন্ত পুরুষ/মহিলা নিয়োগ। (হোটেল আছে) ১। অফিসার কন্ট্রোলার, এইচএসসি/ডিগ্রি পাস। যোগাযোগ: ০১৭৭৭৩০৬২১৫ # (96, 589, 209, 684)
classified-list (219, 365, 333, 1407)
date-line: ১৬ জুন ২০১৯ । ২ আষাঢ় ১৪২৬ (215, 115, 421, 133)
classified-item: আবশ্যক : ঢাকা, গাজীপুর, নারায়ণগঞ্জ ও কুমিল্লায় কাজের জন্য সিকিউরিটি গার্ড আবশ্যক। বয়স ১৮-৩৫। এসএসসি পাস। পুরুষ/মহিলা। যোগাযোগ: ০১৯১৯৯৬৮৭৯৮ # (96, 861, 209, 956)
article-title: নকলা থানার ওসি ও (1349, 1362, 1468, 1379)
classified-item: সি: ১০৬৬০/১৯ (219, 1334, 279, 1346)
classified-item: শিক্ষক আবশ্যক : "বিএসসি (৫ জন)" যোগ্যতা : পদার্থ/জীব/রসায়ন বিষয়ে অনার্সসহ মাস্টার্স। আগ্রহীগণ সাক্ষাৎকারে ১৯ জুন ২০১৯ইং শনিবার সকাল ১০ ঘটিকায় উপস্থিত থাকুন। সিলেট স্কুল, তারাটিয়া, সাভার, ঢাকা। ০১৭৩১৬৫৯৯৬৮ # (219, 201, 333, 323)
classified-item: ক্রয় ইচ্ছুক : আপনার সেকেন্ড হ্যান্ড হাউজ কেনার জন্য যোগাযোগ করুন। ০১৫৭৪৯৬৬৫৯৯ # (219, 1277, 333, 1330)
classified-item: গাড়ি বিক্রয় : টি ৩য়ের গ্রহণযোগ্য একটি টয়োটা প্রিমিও গাড়ি বিক্রয় হবে। রেজি: ২০০৯। যোগাযোগ: ০১৭৫৫৫৫৬৬৬০ # (219, 1189, 333, 1256)
article-body: (শেষের পৃষ্ঠার পর) বিষয়ে আলোচনা করা হয়েছে। বৈঠকে দলের চেয়ারপারসন খালেদা জিয়ার মুক্তির দাবিতে নতুন কর্মসূচি গ্রহণের বিষয়ে আলোচনা হয়। দলের একজন স্থায়ী কমিটির সদস্য জানান, বৈঠকে দলের পুনর্গঠন, অঙ্গ সংগঠনের কমিটি গঠন এবং আগামী দিনের আন্দোলন কর্মসূচি নিয়ে বিস্তারিত আলোচনা হয়েছে। তিনি বলেন, দলের চেয়ারপারসনের মুক্তির বিষয়ে আইনি লড়াইয়ের পাশাপাশি রাজপথের আন্দোলন জোরদার করার সিদ্ধান্ত নেওয়া হয়েছে। এছাড়া বাজেট নিয়েও দলের প্রতিক্রিয়া তুলে ধরা হবে। বৈঠকে মহাসচিব মির্জা ফখরুল ইসলাম আলমগীর, ড. খন্দকার মোশাররফ হোসেন, গয়েশ্বর চন্দ্র রায়, মওদুদ আহমদ, ব্যারিস্টার জমির উদ্দিন সরকার, নজরুল ইসলাম খান, আমীর খসরু মাহমুদ চৌধুরী, মির্জা আব্বাস প্রমুখ উপস্থিত ছিলেন। বৈঠক শেষে দলের পক্ষ থেকে কোনো আনুষ্ঠানিক বক্তব্য দেওয়া হয়নি। দলের নেতারা জানান, আগামী সপ্তাহে আবার বৈঠক হবে। তখন চূড়ান্ত সিদ্ধান্ত জানানো হবে। দলের অভ্যন্তরীণ বিভিন্ন বিষয় নিয়েও আলোচনা হয়েছে। বিশেষ করে সংসদে যোগ দেওয়া সদস্যদের বিষয়ে দলের অবস্থান পরিষ্কার করা হয়েছে। (839, 1276, 1005, 1634)
article-bnp-standing (839, 1251, 1005, 1871)
article-title: শুধু একটা স্বপ্ন (1361, 180, 1457, 199)
classified-item: সি: ১০৬৪২/১৯ (219, 1112, 279, 1124)
ucc-branch: নারায়ণগঞ্জ 01911-780651 (1348, 2068, 1470, 2098)
classified-item: সি: ১০৬৪৪/১৯ (96, 1455, 157, 1467)
